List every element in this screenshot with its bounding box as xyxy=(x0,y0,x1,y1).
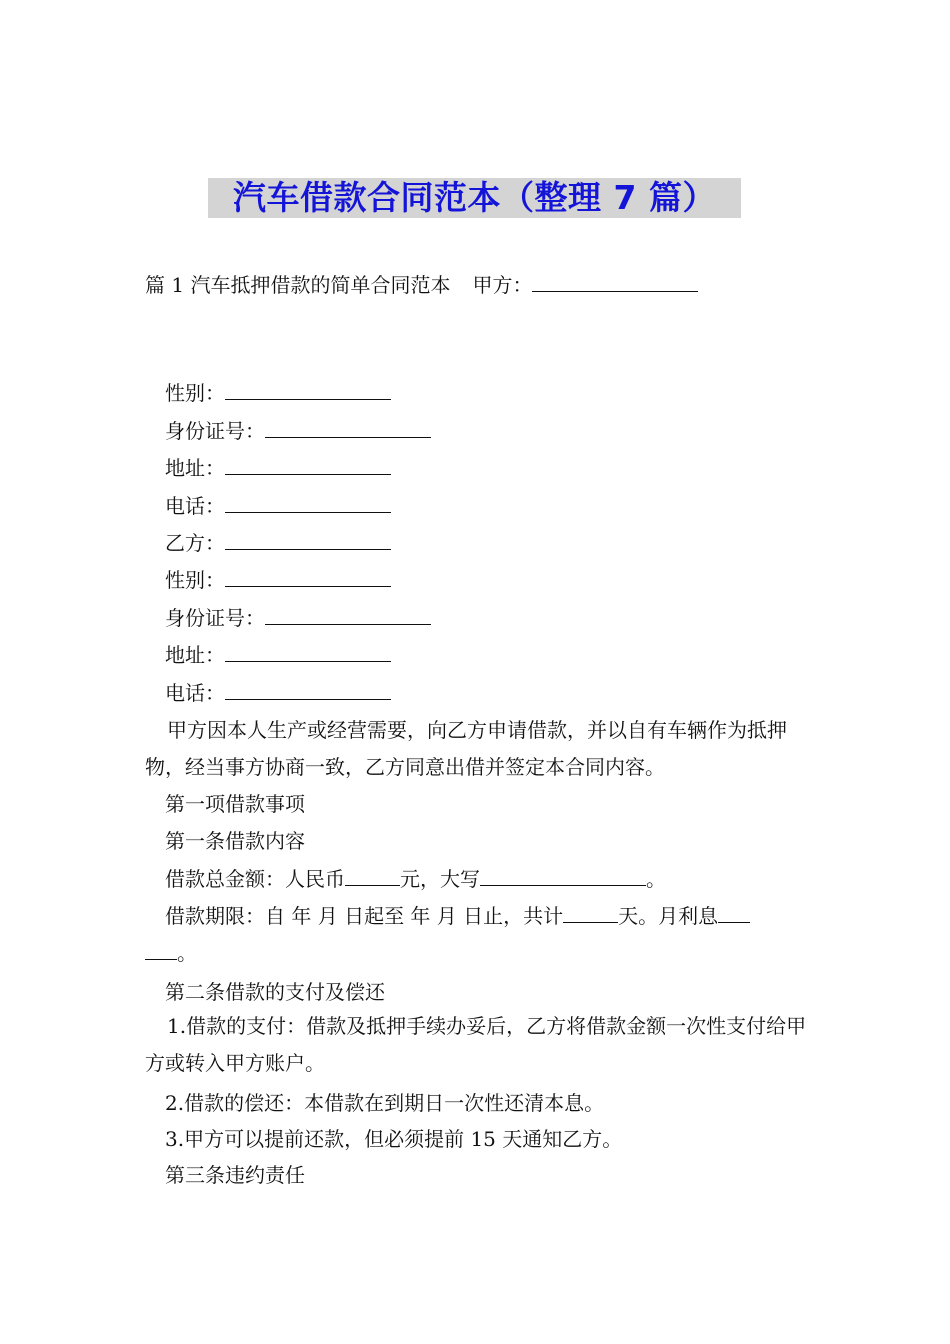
item-paragraph xyxy=(145,1008,810,1082)
interest-blank-cont xyxy=(145,941,177,960)
field-row xyxy=(165,455,391,481)
field-label: 性别： xyxy=(165,568,225,592)
article-heading: 第二条借款的支付及偿还 xyxy=(165,980,385,1004)
party-a-blank xyxy=(532,273,698,292)
amount-words-blank xyxy=(480,867,646,886)
field-label: 地址： xyxy=(165,643,225,667)
field-row xyxy=(165,605,431,631)
field-label: 电话： xyxy=(165,494,225,518)
amount-unit: 元，大写 xyxy=(400,867,480,891)
field-label: 身份证号： xyxy=(165,606,265,630)
field-row xyxy=(165,642,391,668)
field-row xyxy=(165,418,431,444)
field-label: 性别： xyxy=(165,381,225,405)
intro-prefix: 篇 1 汽车抵押借款的简单合同范本 xyxy=(145,273,451,297)
item-line: 2.借款的偿还：本借款在到期日一次性还清本息。 xyxy=(165,1091,605,1115)
amount-line xyxy=(165,866,666,892)
interest-blank xyxy=(718,904,750,923)
field-blank xyxy=(225,494,391,513)
field-row xyxy=(165,380,391,406)
section-heading: 第一项借款事项 xyxy=(165,792,305,816)
field-label: 乙方： xyxy=(165,531,225,555)
field-label: 身份证号： xyxy=(165,419,265,443)
purpose-text: 甲方因本人生产或经营需要，向乙方申请借款，并以自有车辆作为抵押物，经当事方协商一致，乙方同意出借并签定本合同内容。 xyxy=(145,718,787,779)
item-line: 3.甲方可以提前还款，但必须提前 15 天通知乙方。 xyxy=(165,1127,623,1151)
field-blank xyxy=(225,681,391,700)
term-line xyxy=(165,903,750,929)
purpose-paragraph xyxy=(145,712,810,786)
field-label: 电话： xyxy=(165,681,225,705)
field-blank xyxy=(225,643,391,662)
field-row xyxy=(165,680,391,706)
term-line-continued xyxy=(145,940,197,966)
amount-label: 借款总金额：人民币 xyxy=(165,867,345,891)
party-a-label: 甲方： xyxy=(472,273,533,297)
field-blank xyxy=(225,456,391,475)
term-text: 借款期限：自 年 月 日起至 年 月 日止，共计 xyxy=(165,904,564,928)
item-text: 1.借款的支付：借款及抵押手续办妥后，乙方将借款金额一次性支付给甲方或转入甲方账户。 xyxy=(145,1014,807,1075)
punctuation: 。 xyxy=(177,941,197,965)
field-blank xyxy=(265,419,431,438)
amount-blank xyxy=(345,867,400,886)
field-row xyxy=(165,493,391,519)
field-row xyxy=(165,530,391,556)
field-blank xyxy=(225,381,391,400)
field-label: 地址： xyxy=(165,456,225,480)
punctuation: 。 xyxy=(646,867,666,891)
field-row xyxy=(165,567,391,593)
days-blank xyxy=(563,904,618,923)
document-title: 汽车借款合同范本（整理 7 篇） xyxy=(208,178,741,218)
article-heading: 第一条借款内容 xyxy=(165,829,305,853)
days-unit: 天。月利息 xyxy=(618,904,719,928)
field-blank xyxy=(225,568,391,587)
field-blank xyxy=(225,531,391,550)
intro-line xyxy=(145,272,698,298)
article-heading: 第三条违约责任 xyxy=(165,1163,305,1187)
field-blank xyxy=(265,606,431,625)
